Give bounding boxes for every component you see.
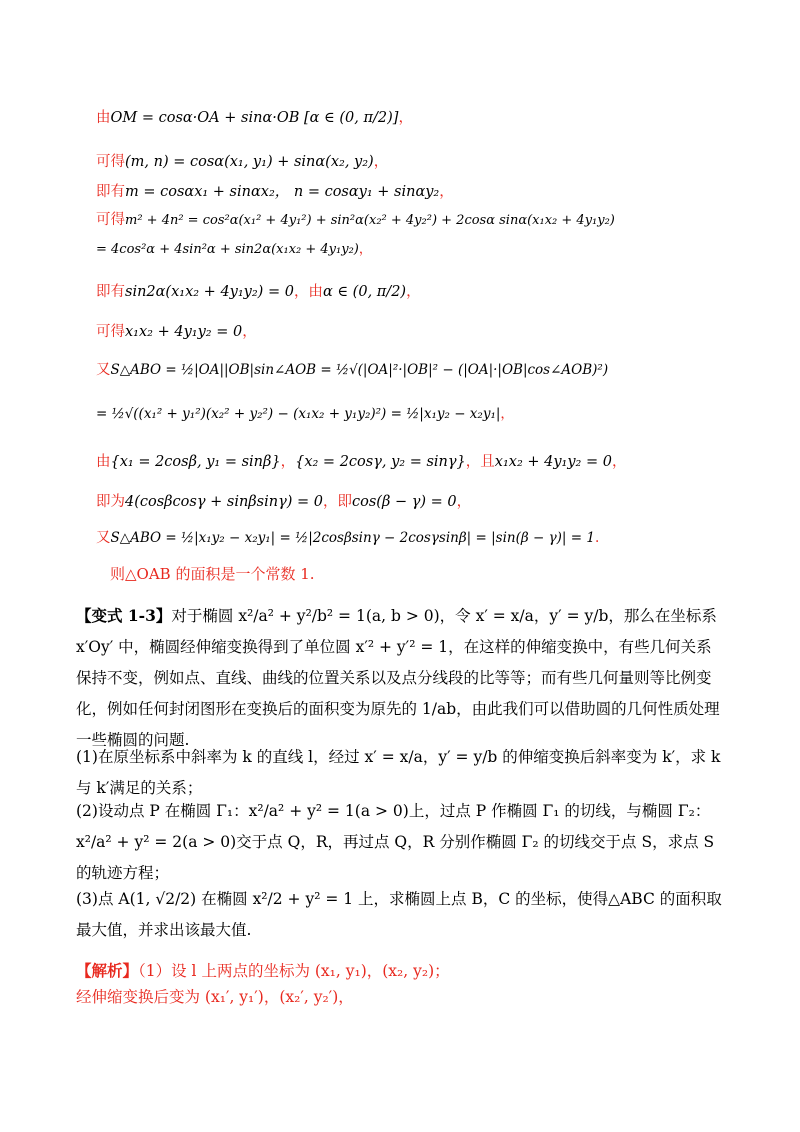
problem-block	[76, 600, 724, 756]
line-8: 又S△ABO = ½|OA||OB|sin∠AOB = ½√(|OA|²·|OB|² − (|OA|·|OB|cos∠AOB)²)	[96, 362, 609, 378]
line-13-conclusion: 则△OAB 的面积是一个常数 1.	[110, 565, 315, 583]
line-4: 可得m² + 4n² = cos²α(x₁² + 4y₁²) + sin²α(x₂² + 4y₂²) + 2cosα sinα(x₁x₂ + 4y₁y₂)	[96, 212, 615, 228]
question-3: (3)点 A(1, √2/2) 在椭圆 x²/2 + y² = 1 上，求椭圆上点 B，C 的坐标，使得△ABC 的面积取最大值，并求出该最大值.	[76, 890, 722, 939]
line-5: = 4cos²α + 4sin²α + sin2α(x₁x₂ + 4y₁y₂)，	[96, 242, 372, 257]
line-10: 由{x₁ = 2cosβ, y₁ = sinβ}，{x₂ = 2cosγ, y₂ = sinγ}，且x₁x₂ + 4y₁y₂ = 0，	[96, 454, 627, 470]
line-3: 即有m = cosαx₁ + sinαx₂， n = cosαy₁ + sinαy₂，	[96, 184, 454, 200]
solution-block	[76, 958, 724, 1010]
problem-intro: 对于椭圆 x²/a² + y²/b² = 1(a, b > 0)，令 x′ = x/a，y′ = y/b，那么在坐标系 x′Oy′ 中，椭圆经伸缩变换得到了单位圆 x′² + y′² = 1，在这样的伸缩变换中，有些几何关系保持不变，例如点、直线、曲线的位置关系以及点分线段的比等等；而有些几何量则等比例变化，例如任何封闭图形在变换后的面积变为原先的 1/ab，由此我们可以借助圆的几何性质处理一些椭圆的问题.	[76, 607, 720, 749]
line-12: 又S△ABO = ½|x₁y₂ − x₂y₁| = ½|2cosβsinγ − 2cosγsinβ| = |sin(β − γ)| = 1.	[96, 530, 600, 546]
line-1: 由OM = cosα·OA + sinα·OB [α ∈ (0, π/2)]，	[96, 110, 413, 126]
question-2: (2)设动点 P 在椭圆 Γ₁：x²/a² + y² = 1(a > 0)上，过点 P 作椭圆 Γ₁ 的切线，与椭圆 Γ₂：x²/a² + y² = 2(a > 0)交于点 Q，R，再过点 Q，R 分别作椭圆 Γ₂ 的切线交于点 S，求点 S 的轨迹方程；	[76, 802, 715, 882]
solution-tag: 【解析】	[76, 961, 139, 980]
line-6: 即有sin2α(x₁x₂ + 4y₁y₂) = 0，由α ∈ (0, π/2)，	[96, 284, 421, 300]
solution-line-1: 【解析】（1）设 l 上两点的坐标为 (x₁, y₁)，(x₂, y₂)；	[76, 961, 450, 980]
line-9: = ½√((x₁² + y₁²)(x₂² + y₂²) − (x₁x₂ + y₁y₂)²) = ½|x₁y₂ − x₂y₁|，	[96, 406, 514, 422]
problem-tag: 【变式 1-3】	[76, 606, 172, 625]
question-1: (1)在原坐标系中斜率为 k 的直线 l，经过 x′ = x/a，y′ = y/b 的伸缩变换后斜率变为 k′，求 k 与 k′满足的关系；	[76, 748, 721, 797]
solution-line-2: 经伸缩变换后变为 (x₁′, y₁′)，(x₂′, y₂′)，	[76, 988, 354, 1006]
line-2: 可得(m, n) = cosα(x₁, y₁) + sinα(x₂, y₂)，	[96, 154, 389, 170]
line-11: 即为4(cosβcosγ + sinβsinγ) = 0，即cos(β − γ) = 0，	[96, 494, 472, 510]
line-7: 可得x₁x₂ + 4y₁y₂ = 0，	[96, 324, 257, 340]
